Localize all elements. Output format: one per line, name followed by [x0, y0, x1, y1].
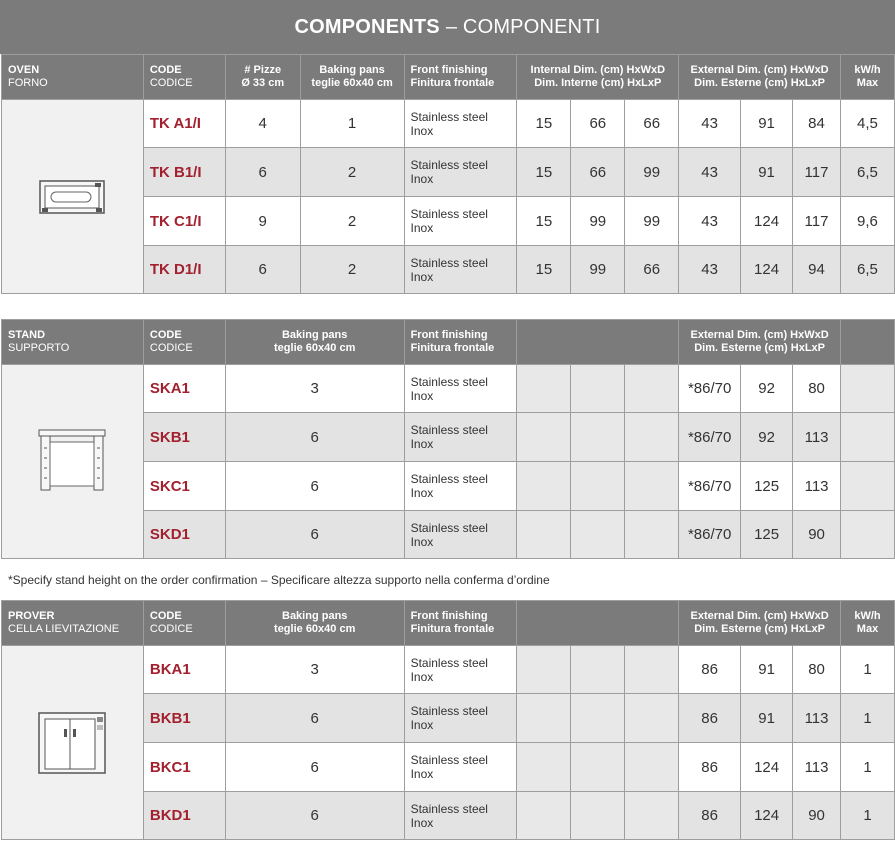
- empty-cell: [625, 792, 679, 840]
- empty-cell: [571, 646, 625, 694]
- oven-int-d: 99: [625, 148, 679, 197]
- prover-finish-header: Front finishing Finitura frontale: [404, 601, 517, 646]
- prover-code: BKD1: [143, 792, 225, 840]
- prover-ext-w: 91: [741, 694, 793, 743]
- prover-ext-d: 90: [793, 792, 841, 840]
- oven-ext-h: 43: [679, 100, 741, 148]
- oven-image-cell: [2, 100, 144, 294]
- oven-ext-w: 124: [741, 197, 793, 246]
- oven-pans: 2: [300, 148, 404, 197]
- empty-cell: [571, 413, 625, 462]
- oven-code: TK D1/I: [143, 246, 225, 294]
- empty-cell: [625, 511, 679, 559]
- prover-code: BKA1: [143, 646, 225, 694]
- stand-ext-w: 92: [741, 413, 793, 462]
- prover-ext-d: 113: [793, 694, 841, 743]
- prover-ext-h: 86: [679, 646, 741, 694]
- stand-code: SKA1: [143, 365, 225, 413]
- oven-kw: 6,5: [840, 148, 894, 197]
- empty-cell: [517, 743, 571, 792]
- prover-finish: Stainless steel Inox: [404, 694, 517, 743]
- table-row: [2, 646, 895, 694]
- prover-external-header: External Dim. (cm) HxWxD Dim. Esterne (cm) HxLxP: [679, 601, 841, 646]
- prover-kw: 1: [841, 743, 895, 792]
- prover-ext-w: 124: [741, 792, 793, 840]
- stand-header-row: [2, 320, 895, 365]
- empty-cell: [625, 646, 679, 694]
- prover-finish: Stainless steel Inox: [404, 792, 517, 840]
- oven-ext-h: 43: [679, 246, 741, 294]
- oven-table: [1, 54, 895, 294]
- stand-ext-h: *86/70: [679, 462, 741, 511]
- prover-pans: 6: [225, 694, 404, 743]
- stand-icon: [37, 428, 107, 496]
- empty-cell: [625, 743, 679, 792]
- prover-ext-d: 80: [793, 646, 841, 694]
- empty-cell: [517, 511, 571, 559]
- empty-cell: [841, 511, 895, 559]
- prover-header-row: [2, 601, 895, 646]
- stand-ext-h: *86/70: [679, 511, 741, 559]
- prover-kw-header: kW/h Max: [841, 601, 895, 646]
- empty-cell: [571, 694, 625, 743]
- empty-cell: [571, 462, 625, 511]
- oven-pizze: 6: [225, 148, 300, 197]
- prover-ext-h: 86: [679, 792, 741, 840]
- stand-code: SKC1: [143, 462, 225, 511]
- oven-code: TK B1/I: [143, 148, 225, 197]
- prover-icon: [37, 711, 107, 775]
- oven-pans: 2: [300, 246, 404, 294]
- oven-finish: Stainless steel Inox: [404, 197, 517, 246]
- prover-finish: Stainless steel Inox: [404, 743, 517, 792]
- stand-image-cell: [2, 365, 144, 559]
- stand-finish: Stainless steel Inox: [404, 365, 517, 413]
- table-row: [2, 365, 895, 413]
- oven-int-d: 99: [625, 197, 679, 246]
- oven-finish: Stainless steel Inox: [404, 100, 517, 148]
- stand-ext-w: 125: [741, 511, 793, 559]
- oven-code: TK C1/I: [143, 197, 225, 246]
- oven-pizze: 9: [225, 197, 300, 246]
- prover-table: [1, 600, 895, 840]
- oven-finish-header: Front finishing Finitura frontale: [404, 55, 517, 100]
- stand-table: [1, 319, 895, 559]
- stand-external-header: External Dim. (cm) HxWxD Dim. Esterne (cm) HxLxP: [679, 320, 841, 365]
- stand-code-header: CODE CODICE: [143, 320, 225, 365]
- stand-ext-w: 125: [741, 462, 793, 511]
- empty-cell: [841, 365, 895, 413]
- oven-pizze: 6: [225, 246, 300, 294]
- empty-cell: [841, 462, 895, 511]
- stand-blank-header: [517, 320, 679, 365]
- stand-code: SKD1: [143, 511, 225, 559]
- empty-cell: [517, 694, 571, 743]
- oven-ext-d: 117: [793, 148, 841, 197]
- prover-ext-w: 91: [741, 646, 793, 694]
- oven-internal-header: Internal Dim. (cm) HxWxD Dim. Interne (cm) HxLxP: [517, 55, 679, 100]
- oven-pans: 2: [300, 197, 404, 246]
- oven-pans: 1: [300, 100, 404, 148]
- prover-ext-h: 86: [679, 694, 741, 743]
- stand-ext-d: 113: [793, 462, 841, 511]
- oven-category-header: OVEN FORNO: [2, 55, 144, 100]
- prover-kw: 1: [841, 694, 895, 743]
- prover-pans: 6: [225, 792, 404, 840]
- oven-pizze: 4: [225, 100, 300, 148]
- oven-code-header: CODE CODICE: [143, 55, 225, 100]
- stand-ext-d: 80: [793, 365, 841, 413]
- stand-finish-header: Front finishing Finitura frontale: [404, 320, 517, 365]
- empty-cell: [625, 365, 679, 413]
- stand-pans: 3: [225, 365, 404, 413]
- stand-ext-d: 113: [793, 413, 841, 462]
- page-title-rest: – COMPONENTI: [445, 15, 601, 38]
- oven-pizze-header: # Pizze Ø 33 cm: [225, 55, 300, 100]
- prover-finish: Stainless steel Inox: [404, 646, 517, 694]
- oven-int-w: 66: [571, 100, 625, 148]
- stand-ext-d: 90: [793, 511, 841, 559]
- oven-int-w: 99: [571, 197, 625, 246]
- stand-code: SKB1: [143, 413, 225, 462]
- oven-int-h: 15: [517, 100, 571, 148]
- oven-kw: 4,5: [840, 100, 894, 148]
- oven-kw: 6,5: [840, 246, 894, 294]
- empty-cell: [517, 646, 571, 694]
- oven-external-header: External Dim. (cm) HxWxD Dim. Esterne (cm) HxLxP: [679, 55, 841, 100]
- footnote: *Specify stand height on the order confirmation – Specificare altezza supporto nella conferma d’ordine: [8, 573, 550, 587]
- stand-blank-kw-header: [841, 320, 895, 365]
- prover-ext-h: 86: [679, 743, 741, 792]
- oven-int-d: 66: [625, 100, 679, 148]
- empty-cell: [517, 462, 571, 511]
- stand-pans: 6: [225, 413, 404, 462]
- empty-cell: [625, 694, 679, 743]
- stand-ext-h: *86/70: [679, 365, 741, 413]
- prover-pans: 6: [225, 743, 404, 792]
- stand-finish: Stainless steel Inox: [404, 511, 517, 559]
- empty-cell: [841, 413, 895, 462]
- oven-int-h: 15: [517, 148, 571, 197]
- prover-category-header: PROVER CELLA LIEVITAZIONE: [2, 601, 144, 646]
- oven-ext-w: 91: [741, 148, 793, 197]
- oven-ext-w: 124: [741, 246, 793, 294]
- empty-cell: [571, 511, 625, 559]
- prover-blank-header: [517, 601, 679, 646]
- empty-cell: [625, 462, 679, 511]
- stand-ext-w: 92: [741, 365, 793, 413]
- stand-ext-h: *86/70: [679, 413, 741, 462]
- oven-int-h: 15: [517, 246, 571, 294]
- empty-cell: [571, 743, 625, 792]
- table-row: [2, 100, 895, 148]
- oven-ext-d: 117: [793, 197, 841, 246]
- page-title-bold: COMPONENTS: [294, 15, 440, 38]
- empty-cell: [517, 413, 571, 462]
- oven-header-row: [2, 55, 895, 100]
- prover-ext-w: 124: [741, 743, 793, 792]
- stand-pans: 6: [225, 462, 404, 511]
- prover-pans: 3: [225, 646, 404, 694]
- oven-int-h: 15: [517, 197, 571, 246]
- oven-int-w: 99: [571, 246, 625, 294]
- empty-cell: [517, 365, 571, 413]
- prover-image-cell: [2, 646, 144, 840]
- oven-pans-header: Baking pans teglie 60x40 cm: [300, 55, 404, 100]
- oven-ext-d: 94: [793, 246, 841, 294]
- empty-cell: [571, 792, 625, 840]
- empty-cell: [571, 365, 625, 413]
- prover-kw: 1: [841, 792, 895, 840]
- oven-kw: 9,6: [840, 197, 894, 246]
- prover-ext-d: 113: [793, 743, 841, 792]
- oven-finish: Stainless steel Inox: [404, 148, 517, 197]
- prover-kw: 1: [841, 646, 895, 694]
- prover-pans-header: Baking pans teglie 60x40 cm: [225, 601, 404, 646]
- oven-ext-d: 84: [793, 100, 841, 148]
- empty-cell: [625, 413, 679, 462]
- empty-cell: [517, 792, 571, 840]
- stand-pans: 6: [225, 511, 404, 559]
- page-title: [0, 0, 895, 54]
- oven-code: TK A1/I: [143, 100, 225, 148]
- oven-int-d: 66: [625, 246, 679, 294]
- stand-category-header: STAND SUPPORTO: [2, 320, 144, 365]
- stand-pans-header: Baking pans teglie 60x40 cm: [225, 320, 404, 365]
- oven-icon: [39, 180, 105, 214]
- prover-code-header: CODE CODICE: [143, 601, 225, 646]
- stand-finish: Stainless steel Inox: [404, 462, 517, 511]
- prover-code: BKB1: [143, 694, 225, 743]
- stand-finish: Stainless steel Inox: [404, 413, 517, 462]
- prover-code: BKC1: [143, 743, 225, 792]
- oven-finish: Stainless steel Inox: [404, 246, 517, 294]
- oven-kw-header: kW/h Max: [840, 55, 894, 100]
- oven-ext-w: 91: [741, 100, 793, 148]
- oven-int-w: 66: [571, 148, 625, 197]
- oven-ext-h: 43: [679, 148, 741, 197]
- oven-ext-h: 43: [679, 197, 741, 246]
